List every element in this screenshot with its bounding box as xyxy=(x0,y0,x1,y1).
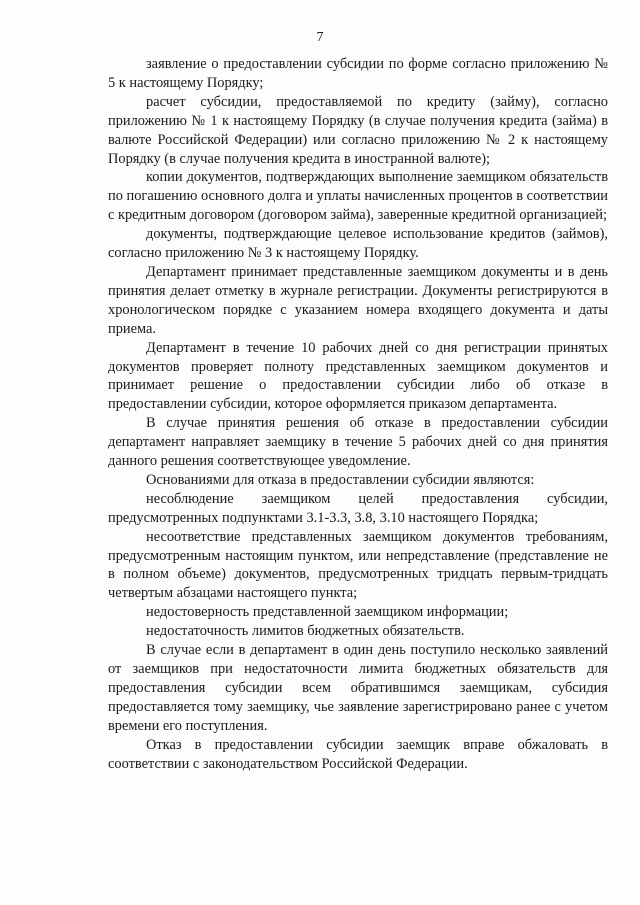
paragraph-review-decision: Департамент в течение 10 рабочих дней со дня регистрации принятых документов проверяет полноту представленных заемщиком документов и принимает решение о предоставлении субсидии либо об отказе в предоставлении субсидии, которое оформляется приказом департамента. xyxy=(108,339,608,413)
paragraph-appeal: Отказ в предоставлении субсидии заемщик вправе обжаловать в соответствии с законодательством Российской Федерации. xyxy=(108,736,608,772)
paragraph-application-form: заявление о предоставлении субсидии по форме согласно приложению № 5 к настоящему Порядку; xyxy=(108,56,608,91)
paragraph-target-use-documents: документы, подтверждающие целевое использование кредитов (займов), согласно приложению № 3 к настоящему Порядку. xyxy=(108,226,608,262)
paragraph-refusal-notice: В случае принятия решения об отказе в предоставлении субсидии департамент направляет заемщику в течение 5 рабочих дней со дня принятия данного решения соответствующее уведомление. xyxy=(108,415,608,470)
paragraph-ground-noncompliance: несоблюдение заемщиком целей предоставления субсидии, предусмотренных подпунктами 3.1-3.3, 3.8, 3.10 настоящего Порядка; xyxy=(108,490,608,526)
document-body xyxy=(108,55,608,773)
page-number: 7 xyxy=(316,30,324,45)
paragraph-ground-insufficient-limits: недостаточность лимитов бюджетных обязательств. xyxy=(146,623,465,640)
paragraph-subsidy-calculation: расчет субсидии, предоставляемой по кредиту (займу), согласно приложению № 1 к настоящему Порядку (в случае получения кредита (займа) в валюте Российской Федерации) или согласно приложению № 2 к настоящему Порядку (в случае получения кредита в иностранной валюте); xyxy=(108,93,608,167)
paragraph-same-day-applications: В случае если в департамент в один день поступило несколько заявлений от заемщиков при недостаточности лимита бюджетных обязательств для предоставления субсидии всем обратившимся заемщикам, субсидия предоставляется тому заемщику, чье заявление зарегистрировано ранее с учетом времени его поступления. xyxy=(108,642,608,734)
paragraph-registration: Департамент принимает представленные заемщиком документы и в день принятия делает отметку в журнале регистрации. Документы регистрируются в хронологическом порядке с указанием номера входящего документа и даты приема. xyxy=(108,263,608,337)
paragraph-document-copies: копии документов, подтверждающих выполнение заемщиком обязательств по погашению основного долга и уплаты начисленных процентов в соответствии с кредитным договором (договором займа), заверенные кредитной организацией; xyxy=(108,169,608,224)
paragraph-refusal-grounds-heading: Основаниями для отказа в предоставлении субсидии являются: xyxy=(146,471,535,488)
paragraph-ground-nonconformity: несоответствие представленных заемщиком документов требованиям, предусмотренным настоящим пунктом, или непредставление (представление не в полном объеме) документов, предусмотренных тридцать первым-тридцать четвертым абзацами настоящего пункта; xyxy=(108,528,608,602)
paragraph-ground-unreliable-info: недостоверность представленной заемщиком информации; xyxy=(146,604,509,621)
